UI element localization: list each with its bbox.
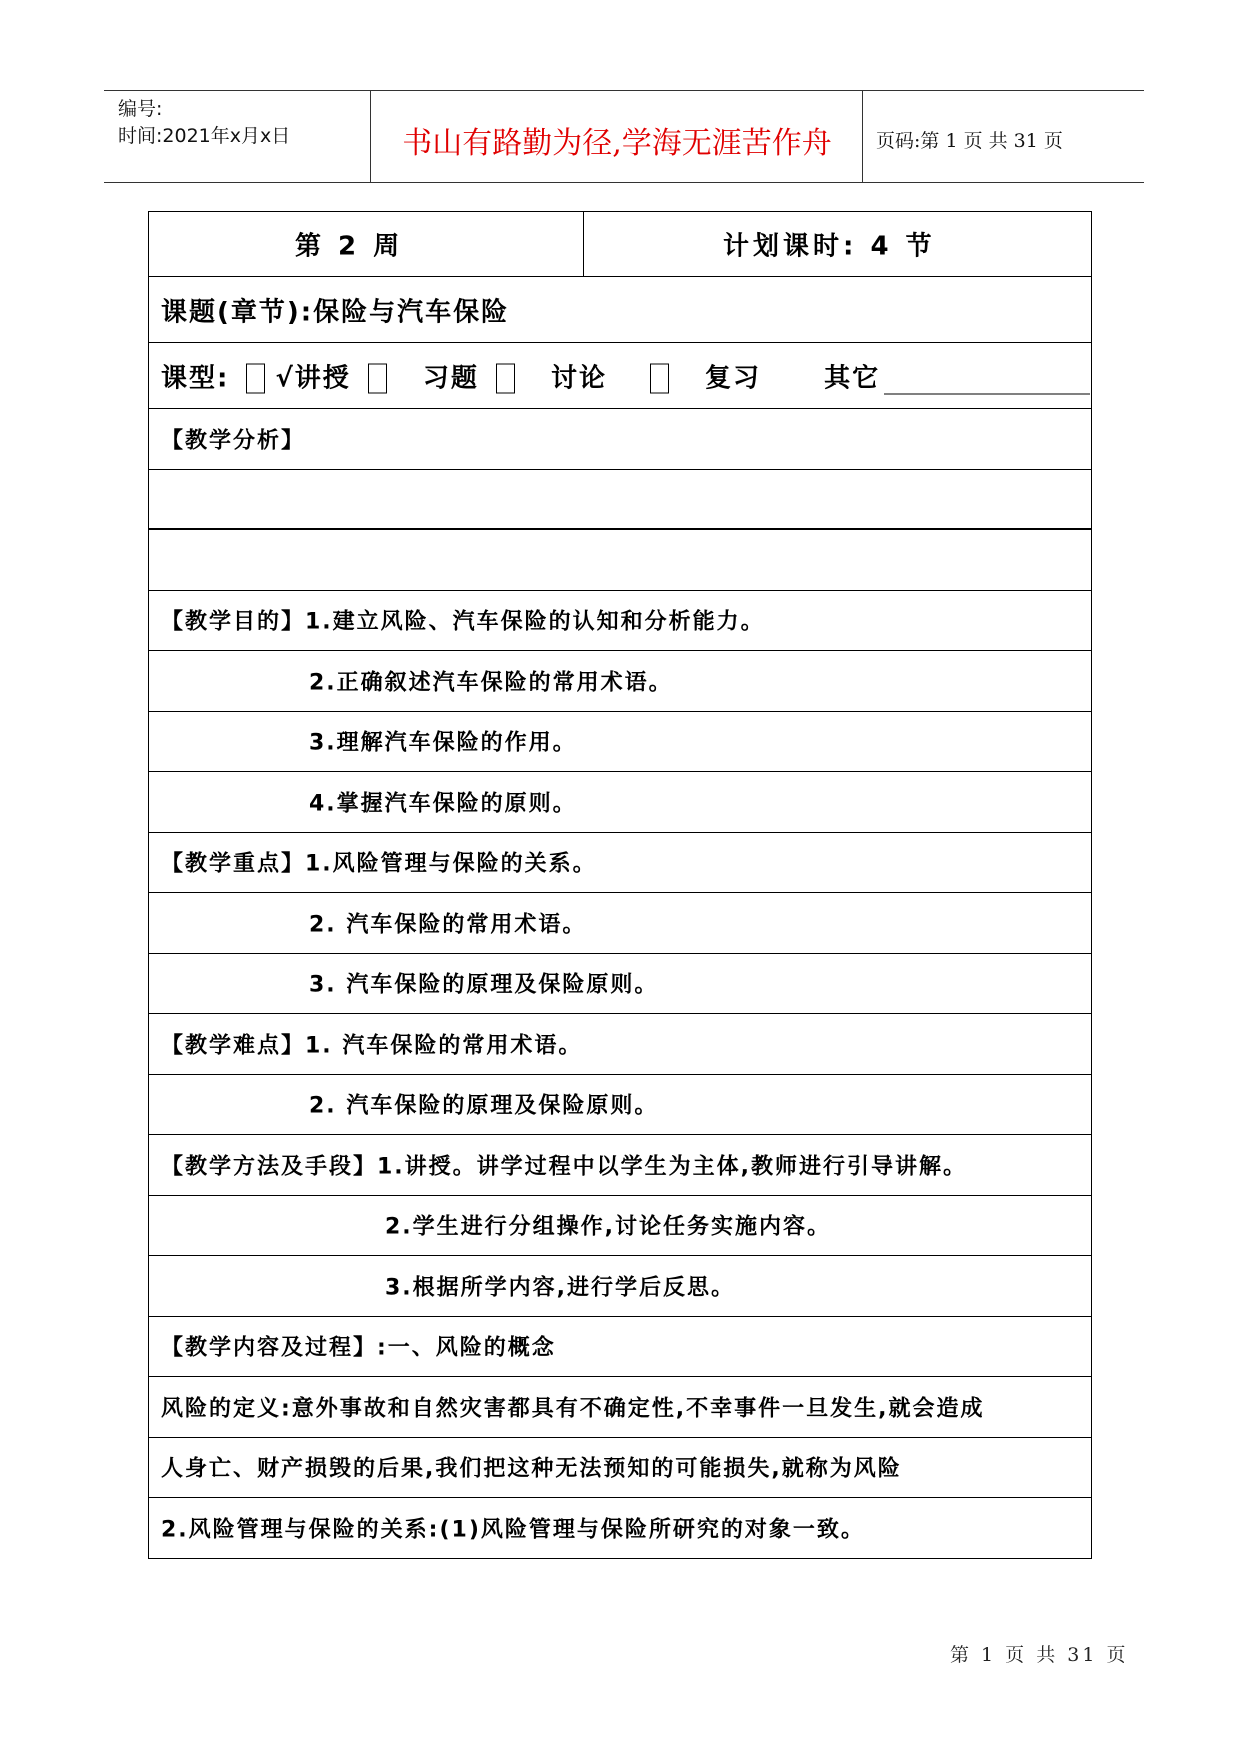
review-option: 复习 — [705, 363, 762, 393]
exercise-option: 习题 — [422, 363, 479, 393]
page-footer: 第 1 页 共 31 页 — [950, 1644, 1129, 1666]
row-text: 【教学内容及过程】:一、风险的概念 — [161, 1335, 556, 1361]
row-text: 2.正确叙述汽车保险的常用术语。 — [309, 670, 673, 696]
row-text: 【教学分析】 — [161, 428, 306, 454]
row-text: 【教学方法及手段】1.讲授。讲学过程中以学生为主体,教师进行引导讲解。 — [161, 1154, 968, 1180]
header-time-label: 时间:2021年x月x日 — [118, 125, 291, 147]
table-row — [148, 1075, 1092, 1136]
table-row — [148, 893, 1092, 954]
week-hours-divider — [583, 212, 584, 276]
discussion-option: 讨论 — [550, 363, 607, 393]
lesson-plan-table — [148, 211, 1092, 1559]
exercise-checkbox[interactable] — [368, 364, 387, 394]
row-text: 风险的定义:意外事故和自然灾害都具有不确定性,不幸事件一旦发生,就会造成 — [161, 1396, 985, 1422]
header-bottom-rule — [104, 182, 1144, 183]
row-text: 4.掌握汽车保险的原则。 — [309, 791, 577, 817]
table-row — [148, 1377, 1092, 1438]
row-text: 人身亡、财产损毁的后果,我们把这种无法预知的可能损失,就称为风险 — [161, 1456, 902, 1482]
row-text: 2. 汽车保险的常用术语。 — [309, 912, 587, 938]
table-row — [148, 651, 1092, 712]
table-row — [148, 470, 1092, 531]
row-text: 【教学目的】1.建立风险、汽车保险的认知和分析能力。 — [161, 609, 765, 635]
table-row — [148, 409, 1092, 470]
planned-hours-cell: 计划课时: 4 节 — [723, 231, 936, 262]
row-text: 3.根据所学内容,进行学后反思。 — [385, 1275, 736, 1301]
header-page-label: 页码:第 1 页 共 31 页 — [876, 130, 1063, 152]
lecture-checkbox[interactable] — [246, 364, 265, 394]
table-row — [148, 712, 1092, 773]
row-text: 【教学重点】1.风险管理与保险的关系。 — [161, 851, 597, 877]
row-text: 3.理解汽车保险的作用。 — [309, 730, 577, 756]
topic-cell: 课题(章节):保险与汽车保险 — [161, 297, 510, 327]
row-text: 【教学难点】1. 汽车保险的常用术语。 — [161, 1033, 583, 1059]
table-row — [148, 1317, 1092, 1378]
other-option: 其它 — [824, 363, 881, 393]
table-row — [148, 530, 1092, 591]
lesson-type-label: 课型: — [161, 363, 230, 393]
row-text: 2.风险管理与保险的关系:(1)风险管理与保险所研究的对象一致。 — [161, 1517, 865, 1543]
review-checkbox[interactable] — [650, 364, 669, 394]
table-row — [148, 1498, 1092, 1559]
content-rows — [148, 409, 1092, 1559]
table-row — [148, 1256, 1092, 1317]
table-row — [148, 954, 1092, 1015]
table-row — [148, 1014, 1092, 1075]
header-top-rule — [104, 90, 1144, 91]
lesson-type-row — [148, 343, 1092, 409]
lesson-type-line — [161, 357, 1090, 394]
header-motto: 书山有路勤为径,学海无涯苦作舟 — [402, 126, 832, 161]
row-text: 2.学生进行分组操作,讨论任务实施内容。 — [385, 1214, 832, 1240]
week-hours-row — [148, 211, 1092, 277]
topic-row — [148, 277, 1092, 343]
table-row — [148, 1135, 1092, 1196]
header-divider-left — [370, 90, 371, 182]
week-cell: 第 2 周 — [295, 231, 404, 262]
table-row — [148, 772, 1092, 833]
lecture-option: √讲授 — [275, 363, 351, 393]
other-blank-line[interactable] — [884, 367, 1090, 394]
table-row — [148, 1438, 1092, 1499]
header-number-label: 编号: — [118, 98, 163, 120]
row-text: 2. 汽车保险的原理及保险原则。 — [309, 1093, 659, 1119]
row-text: 3. 汽车保险的原理及保险原则。 — [309, 972, 659, 998]
header-divider-right — [862, 90, 863, 182]
discussion-checkbox[interactable] — [496, 364, 515, 394]
table-row — [148, 591, 1092, 652]
table-row — [148, 1196, 1092, 1257]
table-row — [148, 833, 1092, 894]
